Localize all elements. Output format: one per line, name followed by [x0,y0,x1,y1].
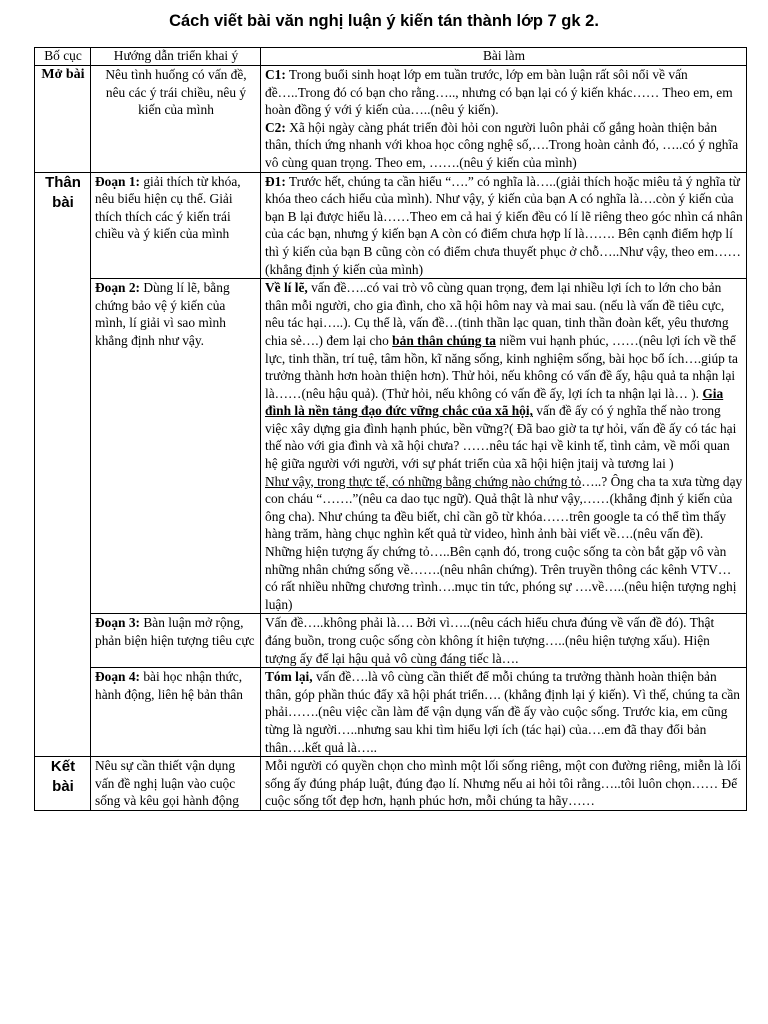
essay-outline-table [34,47,747,811]
doan-2-text-b: niềm vui hạnh phúc, ……(nêu lợi ích về thể lực, tinh thần, trí tuệ, tâm hồn, kĩ năng sống, kinh nghiệm sống, bài học bổ ích….giúp ta trưởng thành hơn hoàn thiện hơn). Thử hỏi, nếu không có vấn đề ấy, hậu quả ta nhận lại là……(nêu hậu quả). (Thử hỏi, nếu không có vấn đề ấy, lợi ích ta nhận lại là… ). [265,332,738,401]
mo-bai-c1-label: C1: [265,67,286,82]
doan-2-text-c: vấn đề ấy có ý nghĩa thế nào trong việc xây dựng gia đình hạnh phúc, bền vững?( Đã bao giờ ta tự hỏi, vấn đề ấy có tác hại thế nào với gia đình và xã hội chưa? ……nêu tác hại về kinh tế, tình cảm, về mối quan hệ giữa người với người, với sự phát triển của xã hội hiện jtaij và tương lai ) [265,403,737,472]
section-label-mo-bai: Mở bài [35,66,91,173]
mo-bai-c2-text: Xã hội ngày càng phát triển đòi hỏi con người luôn phải cố gắng hoàn thiện bản thân, thích ứng nhanh với khoa học công nghệ số,….Trong hoàn cảnh đó, …..có ý nghĩa vô cùng quan trọng. Theo em, …….(nêu ý kiến của mình) [265,119,739,170]
doan-2-paragraph-1 [265,279,743,473]
doan-1-body: Trước hết, chúng ta cần hiểu “….” có nghĩa là…..(giải thích hoặc miêu tả ý nghĩa từ khóa theo cách hiểu của mình). Như vậy, ý kiến của bạn A có nghĩa là….còn ý kiến của bạn B lại được hiểu là……Theo em cả hai ý kiến đều có lí lẽ riêng theo góc nhìn cá nhân của các bạn, nhưng ý kiến bạn A còn có điểm chưa hợp lí là……. Bên cạnh điểm hợp lí thì ý kiến của bạn B cũng còn có điểm chưa thuyết phục ở chỗ…..Như vậy, theo em……(khẳng định ý kiến của mình) [265,173,743,277]
table-row-doan-3 [35,614,747,668]
doan-2-ve-li-le: Về lí lẽ, [265,280,308,296]
table-row-doan-2 [35,279,747,614]
table-row-doan-1 [35,172,747,279]
header-essay: Bài làm [261,48,747,66]
doan-2-text-a: vấn đề…..có vai trò vô cùng quan trọng, đem lại nhiều lợi ích to lớn cho bản thân mỗi người, cho gia đình, cho xã hội hôm nay và mai sau. (nếu là vấn đề tiêu cực, nêu tác hại…..). Cụ thể là, vấn đề…(tinh thần lạc quan, tinh thần đoàn kết, yêu thương chia sẻ….) đem lại cho [265,280,729,348]
essay-doan-2 [261,279,747,614]
guide-doan-4 [91,668,261,757]
table-header-row [35,48,747,66]
doan-1-guide: giải thích từ khóa, nêu biểu hiện cụ thể. Giải thích thích các ý kiến trái chiều và ý kiến của mình [95,173,241,242]
doan-4-guide: bài học nhận thức, hành động, liên hệ bản thân [95,669,244,702]
header-structure: Bố cục [35,48,91,66]
section-label-ket-bai: Kết bài [35,757,91,811]
mo-bai-c1-text: Trong buổi sinh hoạt lớp em tuần trước, lớp em bàn luận rất sôi nổi về vấn đề…..Trong đó có bạn cho rằng….., nhưng có bạn lại có ý kiến khác…… Theo em, em hoàn đồng ý với ý kiến của…..(nêu ý kiến). [265,67,733,118]
doan-3-label: Đoạn 3: [95,615,141,631]
doan-3-guide: Bàn luận mở rộng, phản biện hiện tượng tiêu cực [95,615,255,648]
doan-2-text-d: …..? Ông cha ta xưa từng dạy con cháu “…….”(nêu ca dao tục ngữ). Quả thật là như vậy,……(khẳng định ý kiến của ông cha). Như chúng ta đều biết, chỉ cần gõ từ khóa……trên google ta có thể tìm thấy hàng trăm, hàng chục nghìn kết quả từ video, hình ảnh bài viết về….(nêu vấn đề). Những hiện tượng ấy chứng tỏ…..Bên cạnh đó, trong cuộc sống ta còn bắt gặp vô vàn những nhân chứng sống về…….(nêu nhân chứng). Trên truyền thông các kênh VTV…có rất nhiều những chương trình….mục tin tức, phóng sự ….về…..(nêu hiện tượng nghị luận) [265,473,743,612]
doan-1-label: Đoạn 1: [95,173,141,189]
guide-doan-2 [91,279,261,614]
doan-2-gia-dinh: Gia đình là nền tảng đạo đức vững chắc của xã hội, [265,385,724,419]
doan-1-body-label: Đ1: [265,173,286,189]
table-row-ket-bai [35,757,747,811]
guide-doan-1 [91,172,261,279]
mo-bai-c2-label: C2: [265,119,286,135]
essay-doan-3: Vấn đề…..không phải là…. Bởi vì…..(nêu cách hiểu chưa đúng về vấn đề đó). Thật đáng buồn, trong cuộc sống còn không ít hiện tượng…..(nêu hiện tượng xấu). Hiện tượng ấy để lại hậu quả vô cùng đáng tiếc là…. [261,614,747,668]
guide-mo-bai: Nêu tình huống có vấn đề, nêu các ý trái chiều, nêu ý kiến của mình [91,66,261,173]
mo-bai-c1 [265,66,743,119]
essay-mo-bai [261,66,747,173]
essay-doan-4 [261,668,747,757]
table-row-doan-4 [35,668,747,757]
header-guide: Hướng dẫn triển khai ý [91,48,261,66]
doan-4-body: vấn đề….là vô cùng cần thiết để mỗi chúng ta trưởng thành hoàn thiện bản thân, góp phần thúc đẩy xã hội phát triển…. (khẳng định lại ý kiến). Vì thế, chúng ta cần phải…….(nêu việc cần làm để vận dụng vấn đề ấy vào cuộc sống. Trước kia, em cũng từng là người…..nhưng sau khi tìm hiểu lợi ích (tác hại) của….em đã thay đổi bản thân….kết quả là….. [265,669,741,755]
document-title: Cách viết bài văn nghị luận ý kiến tán thành lớp 7 gk 2. [169,12,599,30]
doan-4-body-label: Tóm lại, [265,669,313,685]
doan-2-label: Đoạn 2: [95,280,141,296]
doan-2-bang-chung: Như vậy, trong thực tế, có những bằng chứng nào chứng tỏ [265,473,582,489]
doan-4-label: Đoạn 4: [95,669,141,685]
guide-ket-bai: Nêu sự cần thiết vận dụng vấn đề nghị luận vào cuộc sống và kêu gọi hành động [91,757,261,811]
mo-bai-c2 [265,119,743,172]
section-label-than-bai: Thân bài [35,172,91,757]
doan-2-paragraph-2 [265,473,743,614]
essay-doan-1 [261,172,747,279]
doan-2-guide: Dùng lí lẽ, bằng chứng bảo vệ ý kiến của mình, lí giải vì sao mình khẳng định như vậy. [95,280,230,348]
table-row-mo-bai [35,66,747,173]
doan-2-ban-than: bản thân chúng ta [392,332,496,348]
guide-doan-3 [91,614,261,668]
essay-ket-bai: Mỗi người có quyền chọn cho mình một lối sống riêng, một con đường riêng, miễn là lối sống ấy đúng pháp luật, đúng đạo lí. Nhưng nếu ai hỏi tôi rằng…..tôi luôn chọn…… Để cuộc sống tốt đẹp hơn, hạnh phúc hơn, mỗi chúng ta hãy…… [261,757,747,811]
